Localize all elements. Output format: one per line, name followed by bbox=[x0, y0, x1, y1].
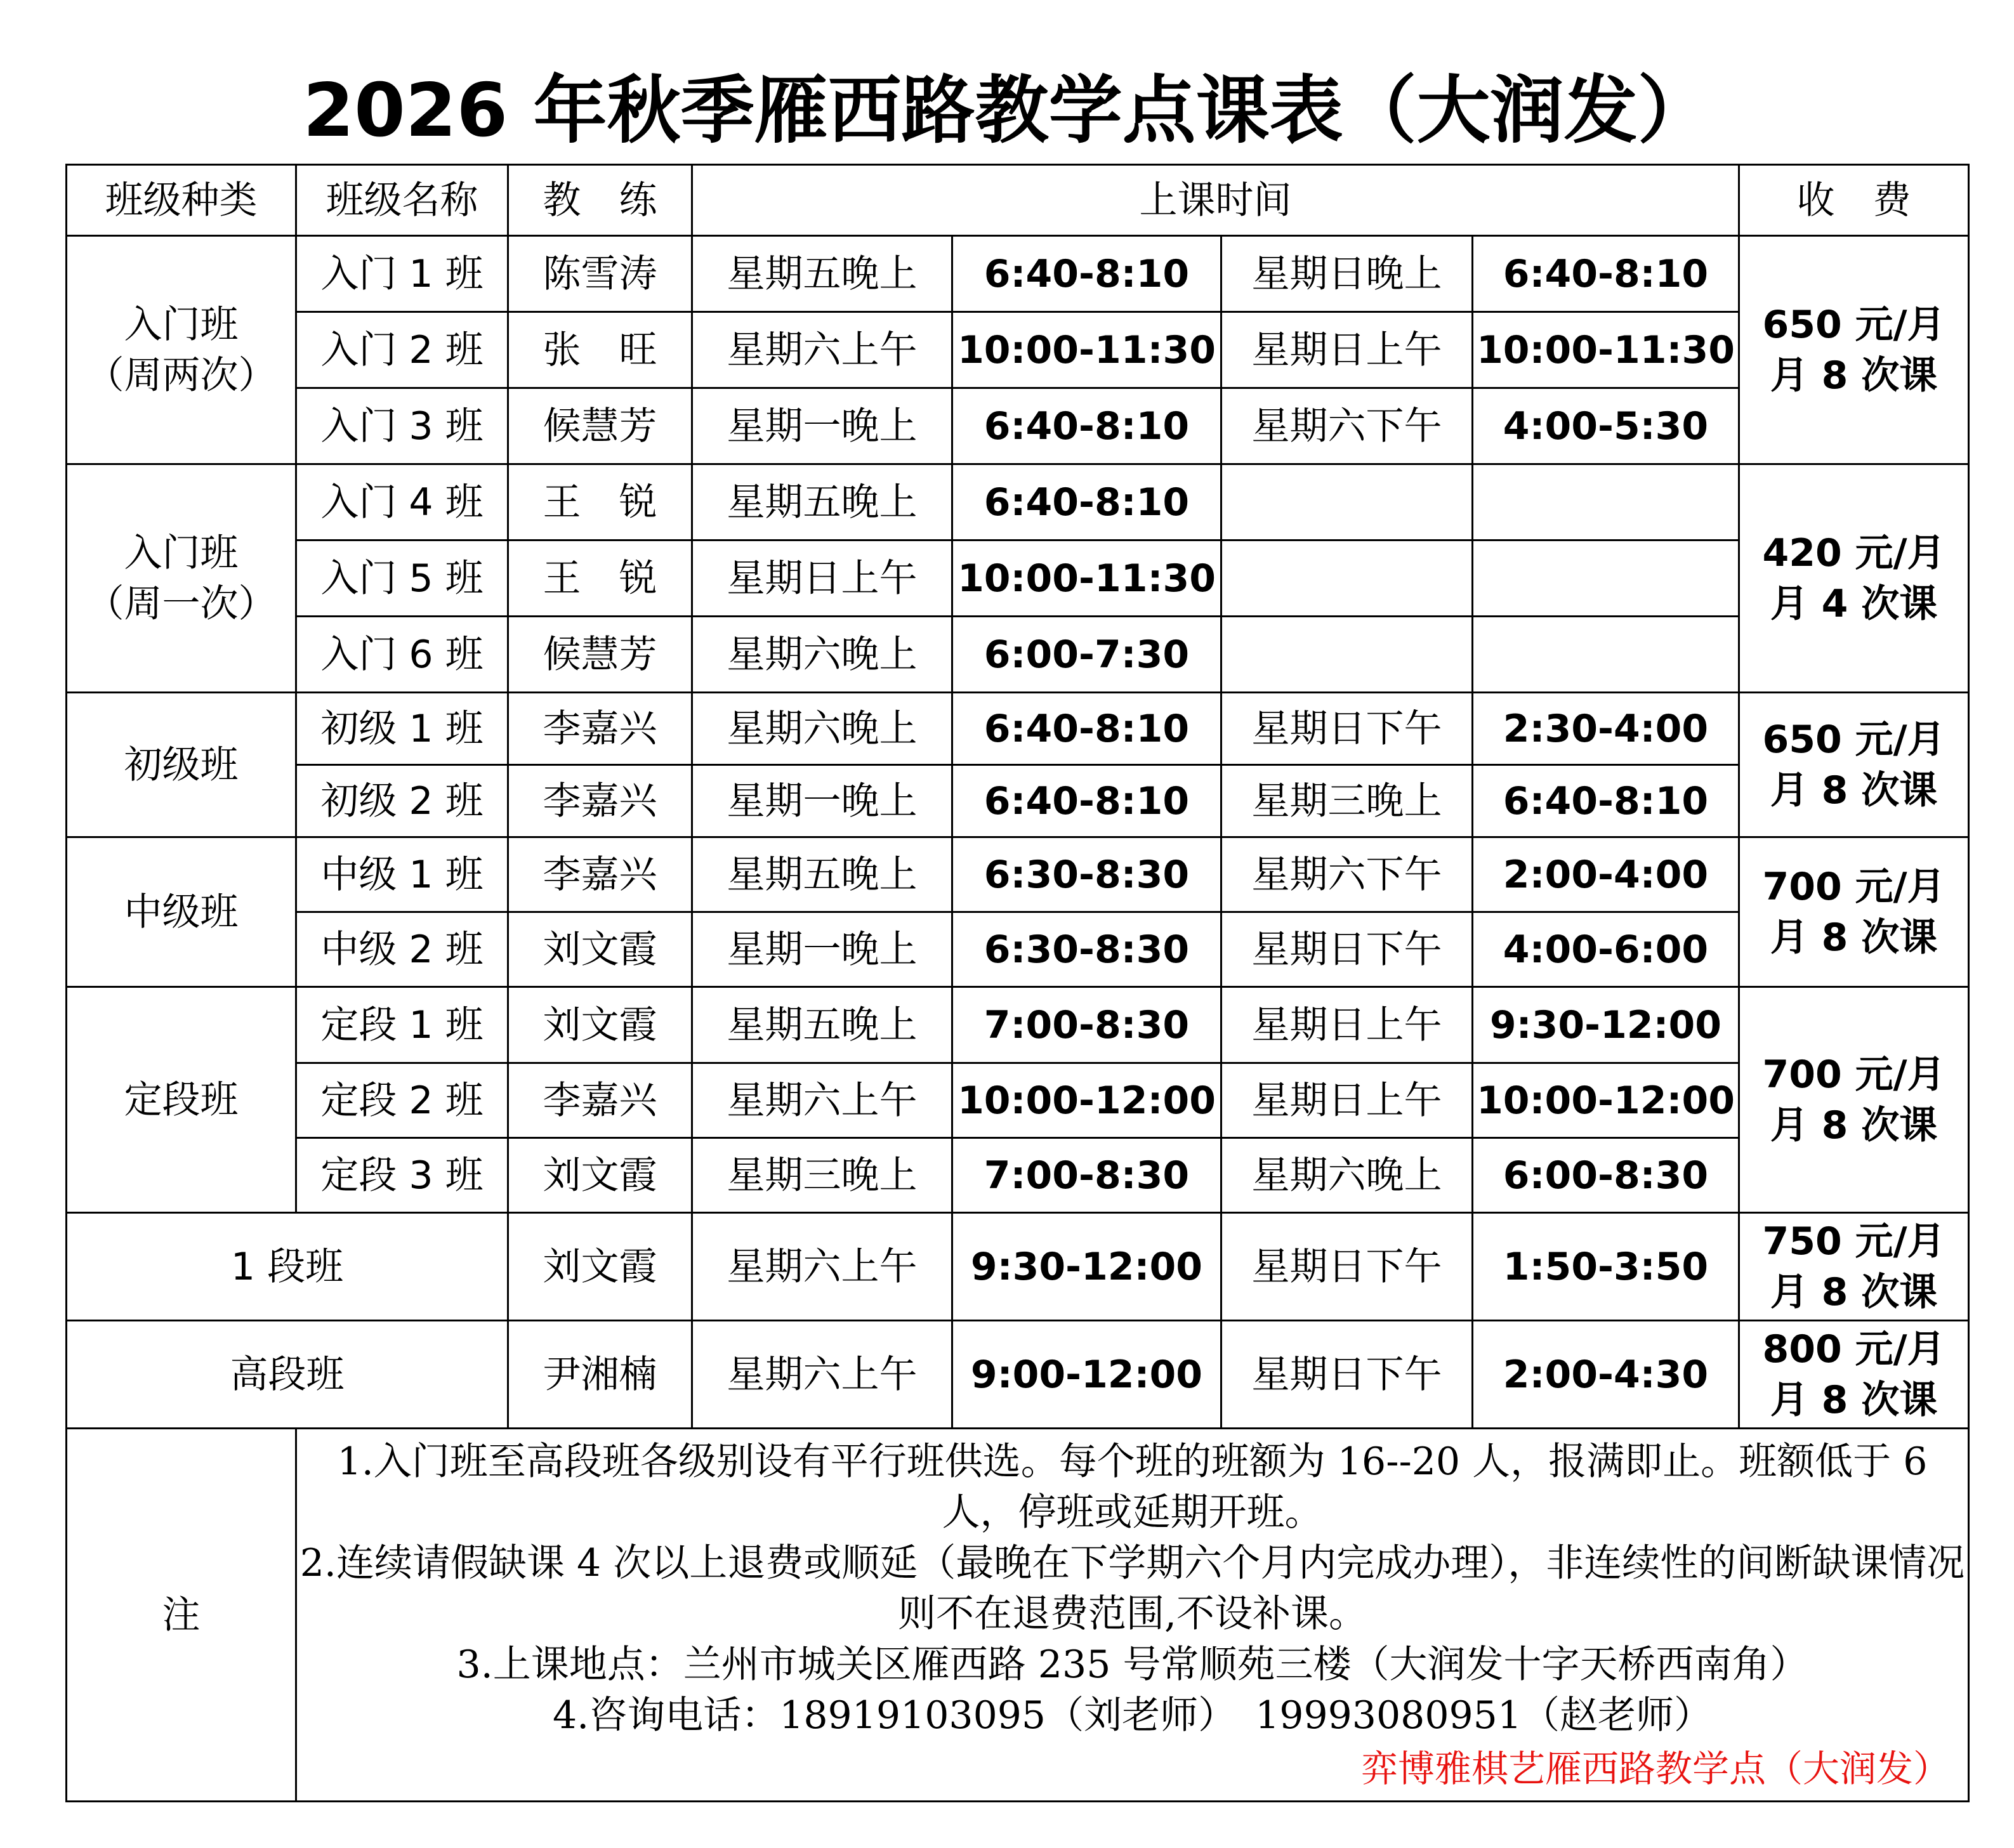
day1-cell: 星期六上午 bbox=[692, 312, 952, 388]
time2-cell: 4:00-5:30 bbox=[1473, 388, 1739, 464]
time2-cell: 1:50-3:50 bbox=[1473, 1213, 1739, 1321]
day2-cell: 星期日上午 bbox=[1221, 1063, 1473, 1138]
class-category-cell: 中级班 bbox=[67, 837, 296, 987]
fee-cell: 750 元/月 月 8 次课 bbox=[1739, 1213, 1969, 1321]
table-row bbox=[67, 1138, 1969, 1213]
day1-cell: 星期一晚上 bbox=[692, 765, 952, 837]
time1-cell: 6:40-8:10 bbox=[952, 693, 1221, 765]
day2-cell bbox=[1221, 464, 1473, 541]
coach-cell: 李嘉兴 bbox=[508, 1063, 692, 1138]
table-row bbox=[67, 464, 1969, 541]
table-row bbox=[67, 388, 1969, 464]
table-row bbox=[67, 312, 1969, 388]
table-row bbox=[67, 912, 1969, 987]
fee-cell: 420 元/月 月 4 次课 bbox=[1739, 464, 1969, 693]
class-name-cell: 定段 3 班 bbox=[296, 1138, 508, 1213]
time1-cell: 10:00-12:00 bbox=[952, 1063, 1221, 1138]
day2-cell: 星期日上午 bbox=[1221, 312, 1473, 388]
time2-cell: 10:00-11:30 bbox=[1473, 312, 1739, 388]
day2-cell bbox=[1221, 541, 1473, 617]
class-name-cell: 入门 6 班 bbox=[296, 617, 508, 693]
time1-cell: 6:40-8:10 bbox=[952, 765, 1221, 837]
time2-cell bbox=[1473, 464, 1739, 541]
class-name-cell: 初级 2 班 bbox=[296, 765, 508, 837]
class-name-cell: 中级 1 班 bbox=[296, 837, 508, 912]
header-row bbox=[67, 165, 1969, 236]
class-name-cell: 入门 3 班 bbox=[296, 388, 508, 464]
coach-cell: 刘文霞 bbox=[508, 912, 692, 987]
day2-cell bbox=[1221, 617, 1473, 693]
class-name-cell: 定段 1 班 bbox=[296, 987, 508, 1063]
day1-cell: 星期六上午 bbox=[692, 1063, 952, 1138]
note-line: 2.连续请假缺课 4 次以上退费或顺延（最晚在下学期六个月内完成办理），非连续性的间断缺课情况则不在退费范围,不设补课。 bbox=[299, 1540, 1965, 1636]
time2-cell bbox=[1473, 617, 1739, 693]
note-line: 3.上课地点：兰州市城关区雁西路 235 号常顺苑三楼（大润发十字天桥西南角） bbox=[456, 1642, 1808, 1687]
table-row bbox=[67, 1063, 1969, 1138]
table-row bbox=[67, 987, 1969, 1063]
class-name-cell: 中级 2 班 bbox=[296, 912, 508, 987]
class-name-cell: 定段 2 班 bbox=[296, 1063, 508, 1138]
time1-cell: 6:40-8:10 bbox=[952, 236, 1221, 312]
class-category-cell: 入门班 （周一次） bbox=[67, 464, 296, 693]
time1-cell: 10:00-11:30 bbox=[952, 312, 1221, 388]
class-name-cell: 入门 4 班 bbox=[296, 464, 508, 541]
coach-cell: 候慧芳 bbox=[508, 617, 692, 693]
table-row bbox=[67, 1213, 1969, 1321]
header-fee: 收 费 bbox=[1739, 165, 1969, 236]
notes-row bbox=[67, 1429, 1969, 1802]
day1-cell: 星期三晚上 bbox=[692, 1138, 952, 1213]
day2-cell: 星期日上午 bbox=[1221, 987, 1473, 1063]
class-category-cell: 初级班 bbox=[67, 693, 296, 837]
coach-cell: 王 锐 bbox=[508, 464, 692, 541]
note-line: 1.入门班至高段班各级别设有平行班供选。每个班的班额为 16--20 人，报满即止。班额低于 6 人，停班或延期开班。 bbox=[337, 1439, 1928, 1535]
time1-cell: 10:00-11:30 bbox=[952, 541, 1221, 617]
day2-cell: 星期日下午 bbox=[1221, 912, 1473, 987]
day2-cell: 星期六晚上 bbox=[1221, 1138, 1473, 1213]
time1-cell: 9:00-12:00 bbox=[952, 1321, 1221, 1429]
day2-cell: 星期日下午 bbox=[1221, 1213, 1473, 1321]
day1-cell: 星期六上午 bbox=[692, 1321, 952, 1429]
note-line: 4.咨询电话：18919103095（刘老师） 19993080951（赵老师） bbox=[552, 1693, 1713, 1738]
time2-cell: 6:40-8:10 bbox=[1473, 765, 1739, 837]
coach-cell: 李嘉兴 bbox=[508, 693, 692, 765]
coach-cell: 刘文霞 bbox=[508, 987, 692, 1063]
day1-cell: 星期五晚上 bbox=[692, 837, 952, 912]
footer-signature: 弈博雅棋艺雁西路教学点（大润发） bbox=[1360, 1746, 1950, 1790]
time2-cell: 2:30-4:00 bbox=[1473, 693, 1739, 765]
class-name-cell: 入门 1 班 bbox=[296, 236, 508, 312]
coach-cell: 李嘉兴 bbox=[508, 837, 692, 912]
table-row bbox=[67, 837, 1969, 912]
day2-cell: 星期日晚上 bbox=[1221, 236, 1473, 312]
day2-cell: 星期日下午 bbox=[1221, 1321, 1473, 1429]
time1-cell: 6:40-8:10 bbox=[952, 464, 1221, 541]
time2-cell: 2:00-4:00 bbox=[1473, 837, 1739, 912]
coach-cell: 张 旺 bbox=[508, 312, 692, 388]
fee-cell: 800 元/月 月 8 次课 bbox=[1739, 1321, 1969, 1429]
day1-cell: 星期一晚上 bbox=[692, 388, 952, 464]
day2-cell: 星期三晚上 bbox=[1221, 765, 1473, 837]
coach-cell: 王 锐 bbox=[508, 541, 692, 617]
day1-cell: 星期五晚上 bbox=[692, 987, 952, 1063]
time2-cell bbox=[1473, 541, 1739, 617]
day1-cell: 星期一晚上 bbox=[692, 912, 952, 987]
header-category: 班级种类 bbox=[67, 165, 296, 236]
class-category-cell: 高段班 bbox=[67, 1321, 508, 1429]
table-row bbox=[67, 617, 1969, 693]
table-row bbox=[67, 1321, 1969, 1429]
header-class-time: 上课时间 bbox=[692, 165, 1739, 236]
header-coach: 教 练 bbox=[508, 165, 692, 236]
header-class-name: 班级名称 bbox=[296, 165, 508, 236]
time2-cell: 6:40-8:10 bbox=[1473, 236, 1739, 312]
class-name-cell: 入门 2 班 bbox=[296, 312, 508, 388]
table-row bbox=[67, 693, 1969, 765]
time1-cell: 6:30-8:30 bbox=[952, 837, 1221, 912]
day1-cell: 星期日上午 bbox=[692, 541, 952, 617]
page-title: 2026 年秋季雁西路教学点课表（大润发） bbox=[303, 68, 1711, 154]
coach-cell: 刘文霞 bbox=[508, 1138, 692, 1213]
time2-cell: 10:00-12:00 bbox=[1473, 1063, 1739, 1138]
class-name-cell: 初级 1 班 bbox=[296, 693, 508, 765]
time1-cell: 6:00-7:30 bbox=[952, 617, 1221, 693]
fee-cell: 700 元/月 月 8 次课 bbox=[1739, 987, 1969, 1213]
coach-cell: 尹湘楠 bbox=[508, 1321, 692, 1429]
class-category-cell: 定段班 bbox=[67, 987, 296, 1213]
time1-cell: 7:00-8:30 bbox=[952, 1138, 1221, 1213]
day1-cell: 星期六晚上 bbox=[692, 693, 952, 765]
day2-cell: 星期六下午 bbox=[1221, 388, 1473, 464]
class-name-cell: 入门 5 班 bbox=[296, 541, 508, 617]
time2-cell: 6:00-8:30 bbox=[1473, 1138, 1739, 1213]
time1-cell: 6:30-8:30 bbox=[952, 912, 1221, 987]
day1-cell: 星期六上午 bbox=[692, 1213, 952, 1321]
time1-cell: 9:30-12:00 bbox=[952, 1213, 1221, 1321]
fee-cell: 650 元/月 月 8 次课 bbox=[1739, 236, 1969, 464]
time2-cell: 2:00-4:30 bbox=[1473, 1321, 1739, 1429]
notes-label: 注 bbox=[67, 1429, 296, 1802]
coach-cell: 候慧芳 bbox=[508, 388, 692, 464]
fee-cell: 700 元/月 月 8 次课 bbox=[1739, 837, 1969, 987]
class-category-cell: 入门班 （周两次） bbox=[67, 236, 296, 464]
time2-cell: 4:00-6:00 bbox=[1473, 912, 1739, 987]
time1-cell: 7:00-8:30 bbox=[952, 987, 1221, 1063]
fee-cell: 650 元/月 月 8 次课 bbox=[1739, 693, 1969, 837]
day1-cell: 星期六晚上 bbox=[692, 617, 952, 693]
notes-content bbox=[296, 1429, 1969, 1802]
day2-cell: 星期日下午 bbox=[1221, 693, 1473, 765]
schedule-table bbox=[65, 164, 1970, 1802]
day1-cell: 星期五晚上 bbox=[692, 464, 952, 541]
class-category-cell: 1 段班 bbox=[67, 1213, 508, 1321]
time2-cell: 9:30-12:00 bbox=[1473, 987, 1739, 1063]
day1-cell: 星期五晚上 bbox=[692, 236, 952, 312]
coach-cell: 刘文霞 bbox=[508, 1213, 692, 1321]
coach-cell: 李嘉兴 bbox=[508, 765, 692, 837]
coach-cell: 陈雪涛 bbox=[508, 236, 692, 312]
time1-cell: 6:40-8:10 bbox=[952, 388, 1221, 464]
table-row bbox=[67, 765, 1969, 837]
table-row bbox=[67, 236, 1969, 312]
day2-cell: 星期六下午 bbox=[1221, 837, 1473, 912]
table-row bbox=[67, 541, 1969, 617]
